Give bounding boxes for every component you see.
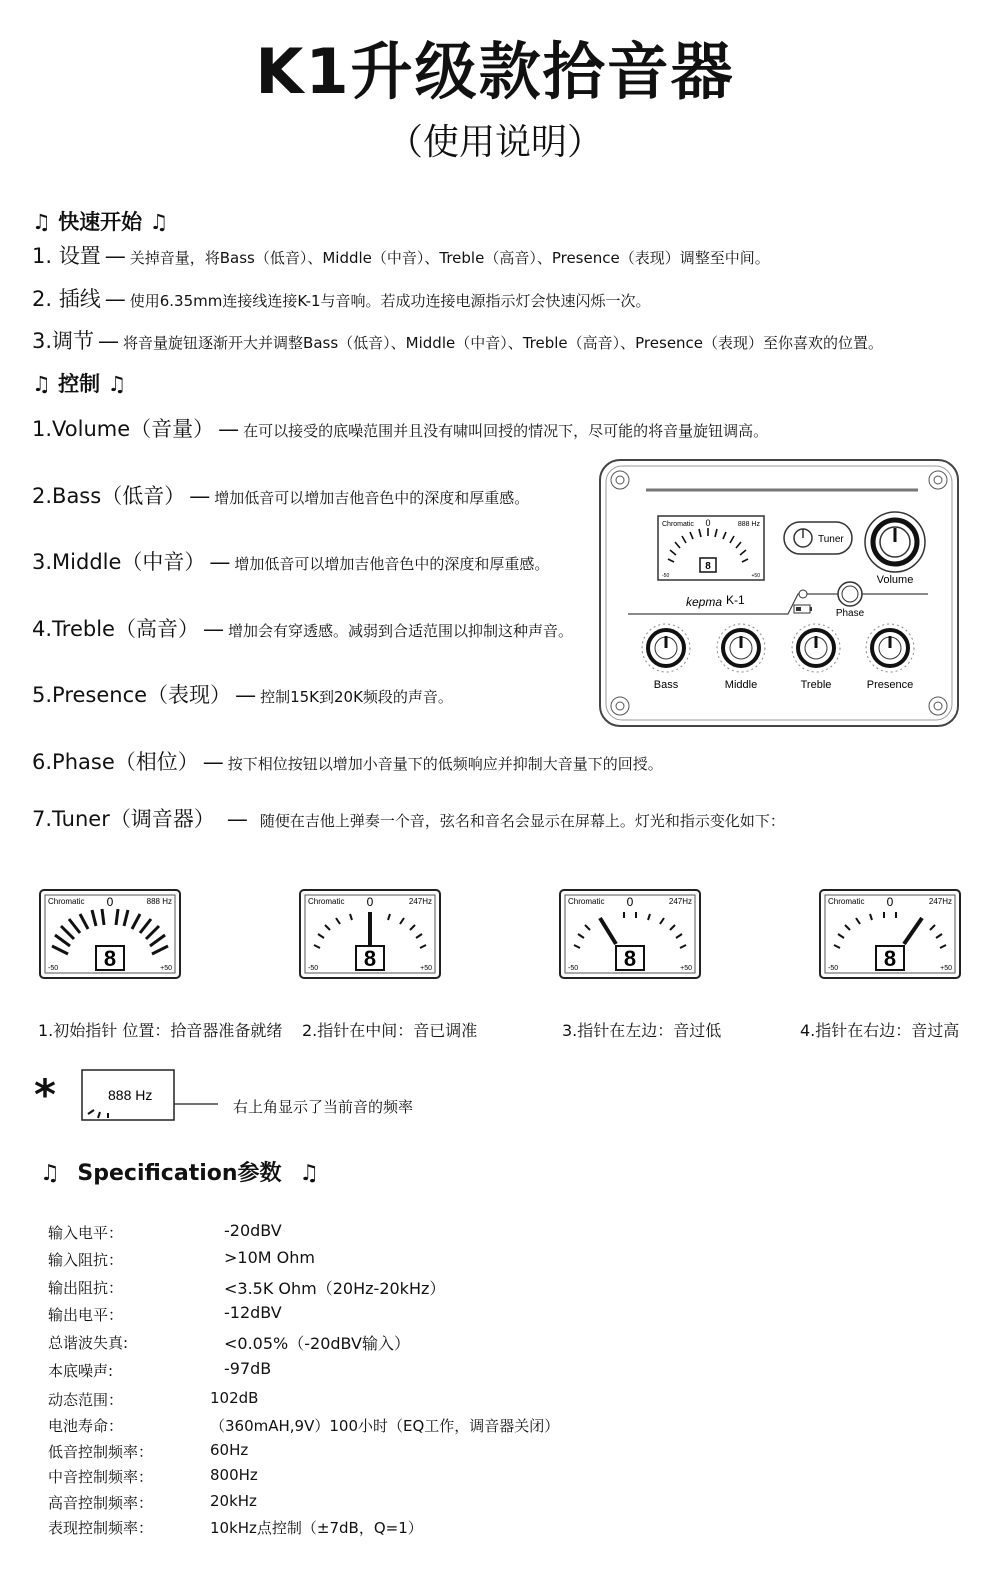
- spec-label: 低音控制频率：: [48, 1443, 154, 1461]
- svg-text:888 Hz: 888 Hz: [108, 1087, 153, 1103]
- spec-label: 动态范围：: [48, 1391, 124, 1409]
- svg-text:0: 0: [886, 895, 894, 909]
- spec-label: 输入阻抗：: [48, 1251, 124, 1269]
- model-label: K-1: [726, 593, 745, 607]
- quick-step: 3.调节 — 将音量旋钮逐渐开大并调整Bass（低音）、Middle（中音）、Treble（高音）、Presence（表现）至你喜欢的位置。: [32, 329, 884, 353]
- control-item: 2.Bass（低音） — 增加低音可以增加吉他音色中的深度和厚重感。: [32, 484, 530, 508]
- spec-value: （360mAH,9V）100小时（EQ工作，调音器关闭）: [210, 1417, 560, 1435]
- music-note-icon: ♫: [40, 1161, 60, 1186]
- quick-step: 2. 插线 — 使用6.35mm连接线连接K-1与音响。若成功连接电源指示灯会快速闪烁一次。: [32, 287, 651, 311]
- svg-text:888 Hz: 888 Hz: [737, 521, 760, 528]
- phase-button: [836, 582, 865, 619]
- svg-text:Chromatic: Chromatic: [308, 897, 345, 906]
- svg-text:0: 0: [366, 895, 374, 909]
- spec-heading: ♫ Specification参数 ♫: [40, 1161, 319, 1186]
- spec-value: >10M Ohm: [224, 1248, 315, 1267]
- tuner-caption: 4.指针在右边：音过高: [800, 1021, 960, 1040]
- svg-text:Middle: Middle: [724, 679, 758, 691]
- spec-label: 本底噪声:: [48, 1362, 114, 1380]
- spec-value: 20kHz: [210, 1492, 257, 1510]
- svg-text:Treble: Treble: [800, 679, 832, 691]
- quick-start-heading: ♫ 快速开始 ♫: [32, 210, 169, 234]
- tuner-display-in-tune: [298, 888, 442, 980]
- svg-text:0: 0: [705, 518, 711, 528]
- control-item: 1.Volume（音量） — 在可以接受的底噪范围并且没有啸叫回授的情况下，尽可能的将音量旋钮调高。: [32, 417, 769, 441]
- control-item: 4.Treble（高音） — 增加会有穿透感。减弱到合适范围以抑制这种声音。: [32, 617, 573, 641]
- tuner-caption: 2.指针在中间：音已调准: [302, 1021, 478, 1040]
- svg-text:+50: +50: [680, 965, 692, 972]
- tuner-display-sharp: [818, 888, 962, 980]
- svg-text:Volume: Volume: [876, 574, 914, 586]
- svg-text:247Hz: 247Hz: [408, 897, 432, 906]
- spec-value: -97dB: [224, 1359, 272, 1378]
- spec-label: 电池寿命：: [48, 1417, 124, 1435]
- spec-value: 60Hz: [210, 1441, 249, 1459]
- music-note-icon: ♫: [32, 210, 51, 234]
- svg-text:Chromatic: Chromatic: [568, 897, 605, 906]
- svg-text:+50: +50: [751, 573, 760, 579]
- svg-text:-50: -50: [308, 965, 319, 972]
- spec-label: 总谐波失真:: [48, 1334, 129, 1352]
- spec-value: <0.05%（-20dBV输入）: [224, 1334, 410, 1353]
- spec-value: 800Hz: [210, 1466, 258, 1484]
- svg-text:Presence: Presence: [866, 679, 914, 691]
- music-note-icon: ♫: [149, 210, 169, 234]
- spec-value: 102dB: [210, 1389, 259, 1407]
- spec-label: 表现控制频率：: [48, 1519, 154, 1537]
- page-subtitle: （使用说明）: [386, 122, 603, 163]
- svg-text:888 Hz: 888 Hz: [146, 897, 172, 906]
- music-note-icon: ♫: [32, 372, 51, 396]
- music-note-icon: ♫: [299, 1161, 319, 1186]
- svg-text:8: 8: [363, 946, 377, 971]
- svg-text:+50: +50: [160, 965, 172, 972]
- brand-logo: kepma: [686, 595, 723, 609]
- spec-label: 输出阻抗：: [48, 1279, 124, 1297]
- tuner-display-flat: [558, 888, 702, 980]
- freq-display-detail: [80, 1068, 220, 1124]
- tuner-display-initial: [38, 888, 182, 980]
- page-title: K1升级款拾音器: [255, 35, 735, 108]
- control-item: 7.Tuner（调音器） — 随便在吉他上弹奏一个音，弦名和音名会显示在屏幕上。灯光和指示变化如下：: [32, 807, 785, 831]
- tuner-caption: 1.初始指针 位置：拾音器准备就绪: [38, 1021, 283, 1040]
- svg-text:Chromatic: Chromatic: [48, 897, 85, 906]
- tuner-display: [658, 516, 764, 580]
- svg-text:+50: +50: [420, 965, 432, 972]
- svg-text:Chromatic: Chromatic: [662, 521, 694, 528]
- spec-label: 输出电平：: [48, 1306, 124, 1324]
- spec-value: <3.5K Ohm（20Hz-20kHz）: [224, 1279, 446, 1298]
- freq-note-text: 右上角显示了当前音的频率: [233, 1098, 414, 1116]
- svg-text:Bass: Bass: [653, 679, 679, 691]
- svg-text:247Hz: 247Hz: [928, 897, 952, 906]
- spec-value: -20dBV: [224, 1221, 282, 1240]
- control-item: 5.Presence（表现） — 控制15K到20K频段的声音。: [32, 683, 453, 707]
- spec-label: 输入电平：: [48, 1224, 124, 1242]
- svg-text:247Hz: 247Hz: [668, 897, 692, 906]
- tuner-button: [784, 522, 852, 554]
- control-item: 3.Middle（中音） — 增加低音可以增加吉他音色中的深度和厚重感。: [32, 550, 550, 574]
- svg-text:8: 8: [623, 946, 637, 971]
- spec-label: 高音控制频率：: [48, 1494, 154, 1512]
- music-note-icon: ♫: [107, 372, 127, 396]
- asterisk-icon: *: [34, 1070, 56, 1119]
- spec-label: 中音控制频率：: [48, 1468, 154, 1486]
- svg-text:+50: +50: [940, 965, 952, 972]
- svg-text:8: 8: [103, 946, 117, 971]
- controls-heading: ♫ 控制 ♫: [32, 372, 127, 396]
- spec-value: -12dBV: [224, 1303, 282, 1322]
- svg-text:Chromatic: Chromatic: [828, 897, 865, 906]
- svg-text:-50: -50: [828, 965, 839, 972]
- svg-text:8: 8: [705, 561, 711, 572]
- svg-text:Phase: Phase: [835, 608, 865, 619]
- svg-text:0: 0: [106, 895, 114, 909]
- quick-step: 1. 设置 — 关掉音量，将Bass（低音）、Middle（中音）、Treble（高音）、Presence（表现）调整至中间。: [32, 244, 770, 268]
- k1-panel-illustration: [598, 458, 960, 728]
- spec-value: 10kHz点控制（±7dB，Q=1）: [210, 1519, 423, 1537]
- svg-text:-50: -50: [568, 965, 579, 972]
- tuner-caption: 3.指针在左边：音过低: [562, 1021, 722, 1040]
- svg-text:-50: -50: [662, 573, 670, 579]
- svg-text:-50: -50: [48, 965, 59, 972]
- svg-text:8: 8: [883, 946, 897, 971]
- control-item: 6.Phase（相位） — 按下相位按钮以增加小音量下的低频响应并抑制大音量下的回授。: [32, 750, 663, 774]
- svg-text:0: 0: [626, 895, 634, 909]
- svg-text:Tuner: Tuner: [818, 534, 844, 545]
